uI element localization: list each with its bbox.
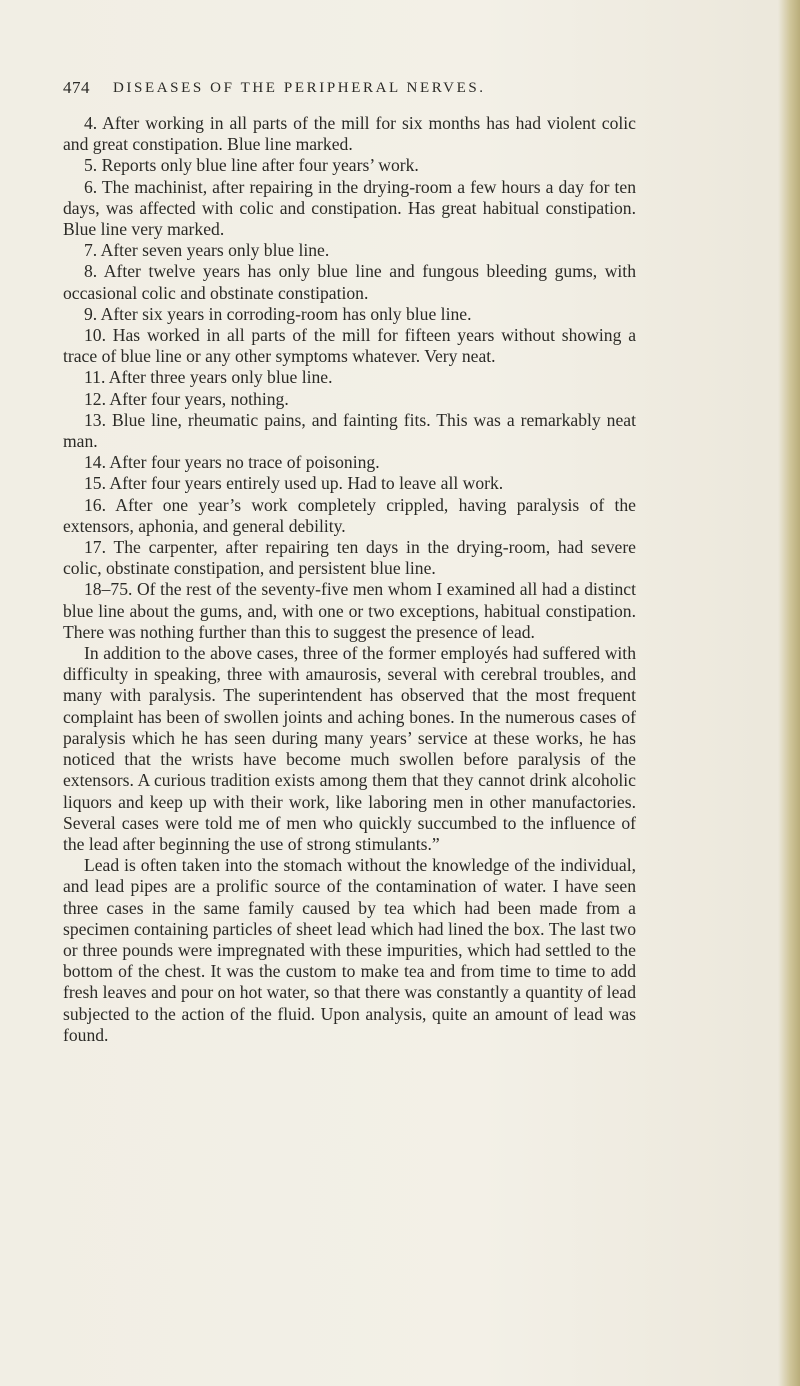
case-5-paragraph: 5. Reports only blue line after four years’ work.	[84, 155, 419, 176]
case-13-paragraph: 13. Blue line, rheumatic pains, and fainting fits. This was a remarkably neat man.	[63, 409, 636, 452]
page-header	[63, 78, 628, 102]
running-title: DISEASES OF THE PERIPHERAL NERVES.	[113, 80, 486, 96]
case-10-paragraph: 10. Has worked in all parts of the mill for fifteen years without showing a trace of blue line or any other symptoms whatever. Very neat.	[63, 325, 636, 367]
case-17-paragraph: 17. The carpenter, after repairing ten days in the drying-room, had severe colic, obstinate constipation, and persistent blue line.	[63, 537, 636, 579]
body-text	[63, 113, 636, 1046]
cases-18-75-paragraph: 18–75. Of the rest of the seventy-five men whom I examined all had a distinct blue line about the gums, and, with one or two exceptions, habitual constipation. There was nothing further than this to suggest the presence of lead.	[63, 579, 636, 642]
case-16-paragraph: 16. After one year’s work completely crippled, having paralysis of the extensors, aphonia, and general debility.	[63, 494, 636, 536]
case-6-paragraph: 6. The machinist, after repairing in the drying-room a few hours a day for ten days, was affected with colic and constipation. Has great habitual constipation. Blue line very marked.	[63, 176, 636, 240]
case-9-paragraph: 9. After six years in corroding-room has only blue line.	[84, 303, 472, 324]
additional-cases-paragraph: In addition to the above cases, three of the former employés had suffered with difficulty in speaking, three with amaurosis, several with cerebral troubles, and many with paralysis. The superintendent has observed that the most frequent complaint has been of swollen joints and aching bones. In the numerous cases of paralysis which he has seen during many years’ service at these works, he has noticed that the wrists have become much swollen before paralysis of the extensors. A curious tradition exists among them that they cannot drink alcoholic liquors and keep up with their work, like laboring men in other manufactories. Several cases were told me of men who quickly succumbed to the influence of the lead after beginning the use of strong stimulants.”	[63, 643, 636, 854]
case-12-paragraph: 12. After four years, nothing.	[84, 388, 289, 409]
case-14-paragraph: 14. After four years no trace of poisoning.	[84, 452, 380, 473]
page-edge-shadow	[778, 0, 800, 1386]
case-11-paragraph: 11. After three years only blue line.	[84, 367, 333, 388]
page-number: 474	[63, 78, 90, 97]
case-8-paragraph: 8. After twelve years has only blue line and fungous bleeding gums, with occasional colic and obstinate constipation.	[63, 261, 636, 303]
lead-in-stomach-paragraph: Lead is often taken into the stomach without the knowledge of the individual, and lead pipes are a prolific source of the contamination of water. I have seen three cases in the same family caused by tea which had been made from a specimen containing particles of sheet lead which had lined the box. The last two or three pounds were impregnated with these impurities, which had settled to the bottom of the chest. It was the custom to make tea and from time to time to add fresh leaves and pour on hot water, so that there was constantly a quantity of lead subjected to the action of the fluid. Upon analysis, quite an amount of lead was found.	[63, 855, 636, 1045]
case-7-paragraph: 7. After seven years only blue line.	[84, 240, 330, 261]
case-4-paragraph: 4. After working in all parts of the mill for six months has had violent colic and great constipation. Blue line marked.	[63, 113, 636, 155]
case-15-paragraph: 15. After four years entirely used up. Had to leave all work.	[84, 473, 504, 494]
